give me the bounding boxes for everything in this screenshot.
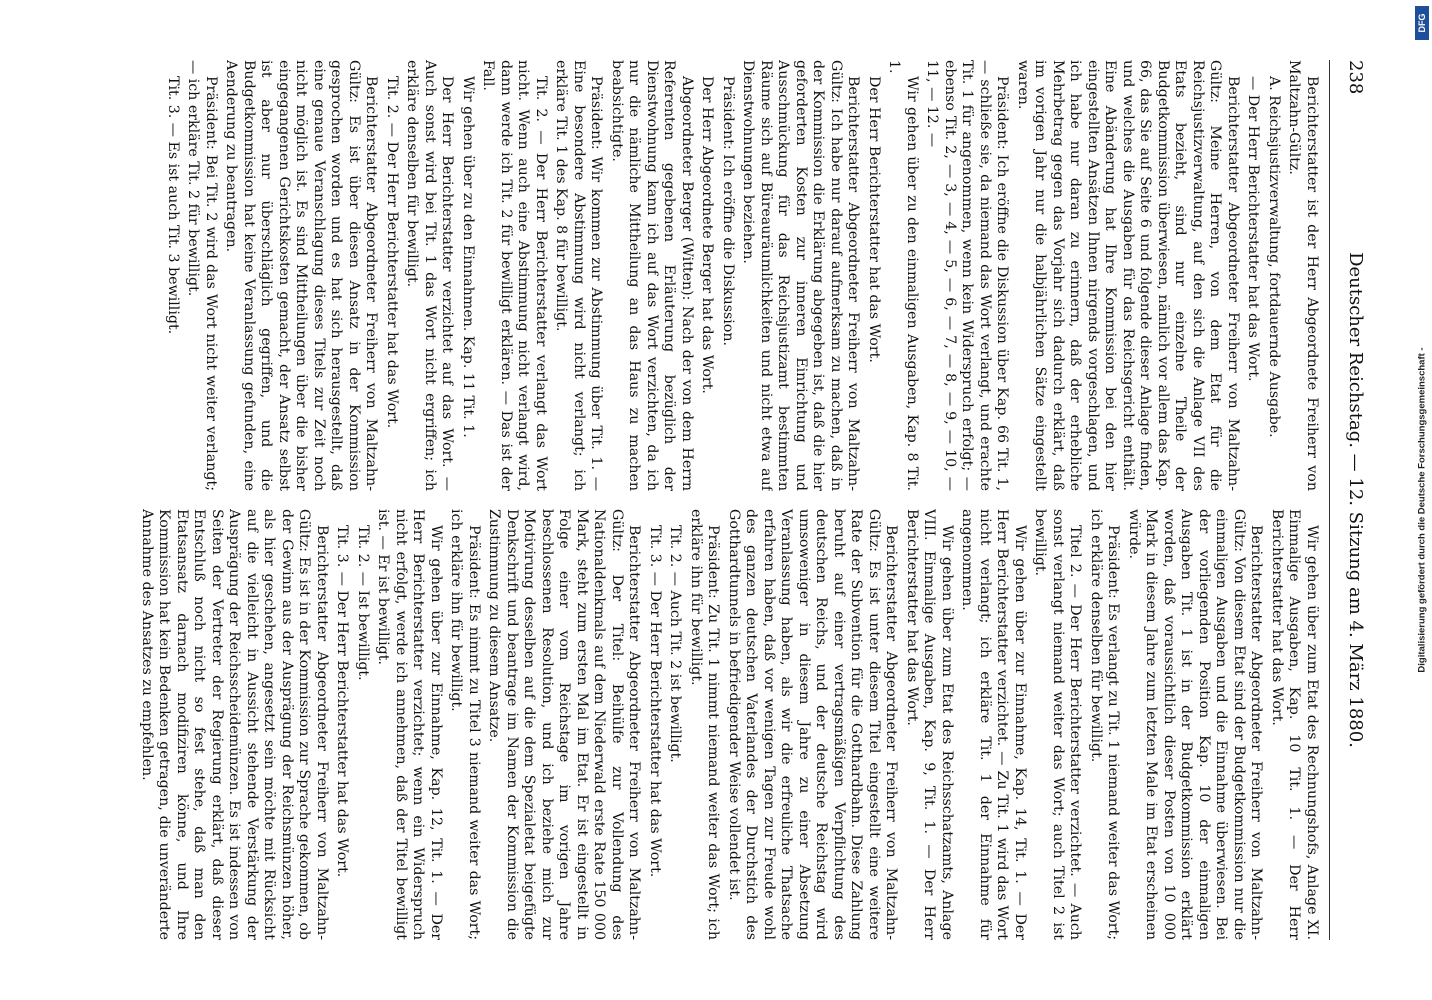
left-column-paragraph: A. Reichsjustizverwaltung, fortdauernde Ausgabe.: [1266, 76, 1282, 438]
left-column-paragraph: Tit. 2. — Der Herr Berichterstatter hat das Wort.: [384, 76, 400, 429]
right-column-paragraph: Tit. 2. — Auch Tit. 2 ist bewilligt.: [667, 525, 684, 763]
left-column-paragraph: Tit. 3. — Es ist auch Tit. 3 bewilligt.: [165, 76, 181, 335]
left-column-paragraph: Berichterstatter Abgeordneter Freiherr von Maltzahn-Gültz: Es ist über diesen Ansatz in der Kommission gesprochen worden und es hat sich herausgestellt, daß eine genaue Veranschlagung dieses Titels zur Zeit noch nicht möglich ist. Es sind Mittheilungen über die bisher eingegangenen Gerichtskosten gemacht, der Ansatz selbst ist aber nur überschläglich gegriffen, und die Budgetkommission hat keine Veranlassung gefunden, eine Aenderung zu beantragen.: [223, 60, 380, 491]
left-column-paragraph: Tit. 2. — Der Herr Berichterstatter verlangt das Wort nicht. Wenn auch eine Abstimmung nicht verlangt wird, dann werde ich Tit. 2 für bewilligt erklären. — Das ist der Fall.: [480, 60, 549, 491]
left-column-paragraph: Der Herr Berichterstatter hat das Wort.: [866, 76, 882, 363]
left-column-paragraph: Präsident: Ich eröffne die Diskussion über Kap. 66 Tit. 1, — schließe sie, da niemand das Wort verlangt, und erachte Tit. 1 für angenommen, wenn kein Widerspruch erfolgt; — ebenso Tit. 2, — 3, — 4, — 5, — 6, — 7, — 8, — 9, — 10, — 11, — 12. —: [924, 60, 1011, 491]
left-column-paragraph: — Der Herr Berichterstatter hat das Wort.: [1245, 76, 1262, 382]
left-column-paragraph: Präsident: Wir kommen zur Abstimmung über Tit. 1. — Eine besondere Abstimmung wird nicht verlangt; ich erkläre Tit. 1 des Kap. 8 für bewilligt.: [553, 60, 605, 491]
left-column-paragraph: Berichterstatter Abgeordneter Freiherr von Maltzahn-Gültz: Meine Herren, von dem Etat für die Reichsjustizverwaltung, auf den sich die Anlage VII des Etats bezieht, sind nur einzelne Theile der Budgetkommission überwiesen, nämlich vor allem das Kap. 66, das Sie auf Seite 6 und folgende dieser Anlage finden, und welches die Ausgaben für das Reichsgericht enthält. Eine Abänderung hat Ihre Kommission bei den hier eingestellten Ansätzen Ihnen nirgends vorgeschlagen, und ich habe nur daran zu erinnern, daß der erhebliche Mehrbetrag gegen das Vorjahr sich dadurch erklärt, daß im vorigen Jahr nur die halbjährlichen Sätze eingestellt waren.: [1015, 60, 1241, 491]
left-column-paragraph: Wir gehen über zu den Einnahmen. Kap. 11 Tit. 1.: [460, 76, 476, 438]
right-column-paragraph: Wir gehen über zum Etat des Rechnungshofs, Anlage XI. Einmalige Ausgaben, Kap. 10 Tit. 1. — Der Herr Berichterstatter hat das Wort.: [1269, 509, 1320, 940]
right-column-paragraph: Wir gehen über zur Einnahme, Kap. 12, Tit. 1. — Der Herr Berichterstatter verzichtet; wenn ein Widerspruch nicht erfolgt, werde ich annehmen, daß der Titel bewilligt ist. — Er ist bewilligt.: [375, 509, 444, 940]
right-column-paragraph: Tit. 3. — Der Herr Berichterstatter hat das Wort.: [647, 525, 663, 878]
left-column-paragraph: Wir gehen über zu den einmaligen Ausgaben, Kap. 8 Tit. 1.: [886, 60, 920, 491]
right-column-paragraph: Berichterstatter Abgeordneter Freiherr von Maltzahn-Gültz: Von diesem Etat sind der Budgetkommission nur die einmaligen Ausgaben und die Einnahme überwiesen. Bei der vorliegenden Position Kap. 10 der einmaligen Ausgaben Tit. 1 ist in der Budgetkommission erklärt worden, daß voraussichtlich dieser Posten von 10 000 Mark in diesem Jahre zum letzten Male im Etat erscheinen würde.: [1126, 509, 1265, 940]
page-header: [1329, 60, 1380, 940]
left-column-paragraph: Berichterstatter Abgeordneter Freiherr von Maltzahn-Gültz: Ich habe nur darauf aufmerksam zu machen, daß in der Kommission die Erklärung abgegeben ist, daß die hier geforderten Kosten zur inneren Einrichtung und Ausschmückung für das Reichsjustizamt bestimmten Räume sich auf Büreauräumlichkeiten und nicht etwa auf Dienstwohnungen beziehen.: [740, 60, 862, 491]
right-column-paragraph: Präsident: Es nimmt zu Titel 3 niemand weiter das Wort; ich erkläre ihn für bewilligt.: [448, 509, 482, 940]
right-column-paragraph: Wir gehen über zum Etat des Reichsschatzamts, Anlage VIII. Einmalige Ausgaben, Kap. 9, Tit. 1. — Der Herr Berichterstatter hat das Wort.: [904, 509, 955, 940]
left-column: [60, 60, 1320, 491]
text-columns: [60, 60, 1320, 940]
right-column-paragraph: Präsident: Es verlangt zu Tit. 1 niemand weiter das Wort; ich erkläre denselben für bewilligt.: [1088, 509, 1122, 940]
right-column-paragraph: Titel 2. — Der Herr Berichterstatter verzichtet. — Auch sonst verlangt niemand weiter das Wort; auch Titel 2 ist bewilligt.: [1032, 509, 1084, 940]
rotated-page-content: [46, 40, 1386, 960]
digitization-note: [1412, 60, 1432, 960]
left-column-paragraph: Der Herr Abgeordnete Berger hat das Wort.: [699, 76, 716, 394]
digitization-note-text: Digitalisierung gefördert durch die Deutsche Forschungsgemeinschaft -: [1416, 347, 1428, 673]
right-column-paragraph: Tit. 2. — Ist bewilligt.: [355, 525, 371, 681]
right-column: [60, 509, 1320, 940]
left-column-paragraph: Präsident: Bei Tit. 2 wird das Wort nicht weiter verlangt; — ich erkläre Tit. 2 für bewilligt.: [185, 60, 219, 491]
left-column-paragraph: Berichterstatter ist der Herr Abgeordnete Freiherr von Maltzahn-Gültz.: [1286, 60, 1320, 491]
right-column-paragraph: Berichterstatter Abgeordneter Freiherr von Maltzahn-Gültz: Es ist unter diesem Titel eingestellt eine weitere Rate der Subvention für die Gotthardbahn. Diese Zahlung beruht auf einer vertragsmäßigen Verpflichtung des deutschen Reichs, und der deutsche Reichstag wird umsoweniger in diesem Jahre zu einer Absetzung Veranlassung haben, als wir die erfreuliche Thatsache erfahren haben, daß vor wenigen Tagen zur Freude wohl des ganzen deutschen Vaterlandes der Durchstich des Gotthardtunnels in befriedigender Weise vollendet ist.: [726, 509, 900, 940]
right-column-paragraph: Berichterstatter Abgeordneter Freiherr von Maltzahn-Gültz: Es ist in der Kommission zur Sprache gekommen, ob der Gewinn aus der Ausprägung der Reichsmünzen höher, als hier geschehen, angesetzt sein möchte mit Rücksicht auf die vielleicht in Aussicht stehende Verstärkung der Ausprägung der Reichsscheidemünzen. Es ist indessen von Seiten der Vertreter der Regierung erklärt, daß dieser Entschluß noch nicht so fest stehe, daß man den Etatsansatz darnach modifiziren könne, und Ihre Kommission hat kein Bedenken getragen, die unveränderte Annahme des Ansatzes zu empfehlen.: [139, 509, 330, 940]
left-column-paragraph: Der Herr Berichterstatter verzichtet auf das Wort. — Auch sonst wird bei Tit. 1 das Wort nicht ergriffen; ich erkläre denselben für bewilligt.: [404, 60, 456, 491]
right-column-paragraph: Tit. 3. — Der Herr Berichterstatter hat das Wort.: [334, 525, 351, 878]
right-column-paragraph: Präsident: Zu Tit. 1 nimmt niemand weiter das Wort; ich erkläre ihn für bewilligt.: [688, 509, 722, 940]
page-number: 238: [1345, 60, 1366, 95]
page-title: Deutscher Reichstag. — 12. Sitzung am 4. März 1880.: [1345, 252, 1366, 748]
left-column-paragraph: Abgeordneter Berger (Witten): Nach der von dem Herrn Referenten gegebenen Erläuterung bezüglich der Dienstwohnung kann ich auf das Wort verzichten, da ich nur die nämliche Mittheilung an das Haus zu machen beabsichtigte.: [609, 60, 695, 491]
right-column-paragraph: Wir gehen über zur Einnahme, Kap. 14, Tit. 1. — Der Herr Berichterstatter verzichtet. — Zu Tit. 1 wird das Wort nicht verlangt; ich erkläre Tit. 1 der Einnahme für angenommen.: [959, 509, 1028, 940]
dfg-logo: [1415, 6, 1429, 40]
dfg-logo-text: DFG: [1417, 13, 1427, 33]
right-column-paragraph: Berichterstatter Abgeordneter Freiherr von Maltzahn-Gültz: Der Titel: Beihülfe zur Vollendung des Nationaldenkmals auf dem Niederwald erste Rate 150 000 Mark, steht zum ersten Mal im Etat. Er ist eingestellt in Folge einer vom Reichstage im vorigen Jahre beschlossenen Resolution, und ich beziehe mich zur Motivirung desselben auf die dem Spezialetat beigefügte Denkschrift und beantrage im Namen der Kommission die Zustimmung zu diesem Ansatze.: [486, 509, 643, 940]
left-column-paragraph: Präsident: Ich eröffne die Diskussion.: [720, 76, 736, 346]
